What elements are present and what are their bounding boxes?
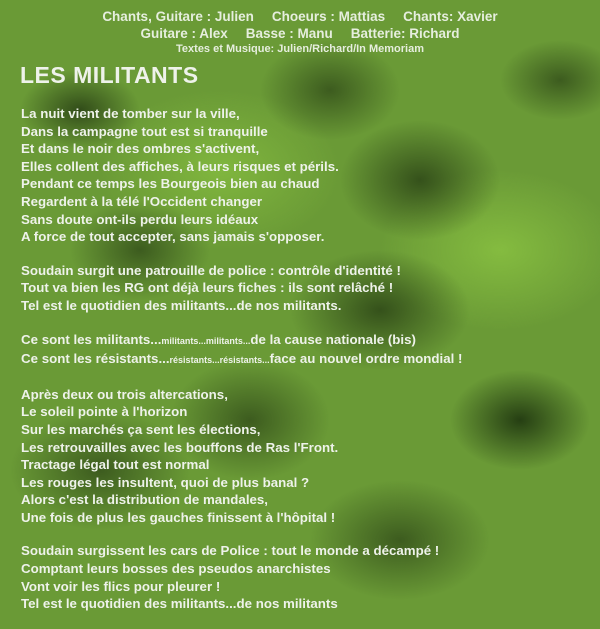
lyric-line: A force de tout accepter, sans jamais s'opposer. (21, 229, 325, 245)
lyric-line: Elles collent des affiches, à leurs risques et périls. (21, 158, 339, 174)
credit: Choeurs : Mattias (271, 9, 386, 24)
lyric-line: Regardent à la télé l'Occident changer (21, 193, 263, 209)
credits-writers: Textes et Musique: Julien/Richard/In Memoriam (176, 43, 424, 55)
refrain-echo: résistants...résistants... (169, 355, 270, 366)
credit: Chants: Xavier (403, 9, 498, 24)
lyric-line: Tout va bien les RG ont déjà leurs fiches : ils sont relâché ! (21, 280, 394, 296)
stanza (21, 386, 462, 527)
refrain-part: Ce sont les militants... (21, 331, 162, 347)
lyric-line: Tractage légal tout est normal (21, 457, 210, 473)
lyric-line: Une fois de plus les gauches finissent à l'hôpital ! (21, 509, 336, 525)
lyric-line (21, 350, 462, 370)
credit: Basse : Manu (245, 26, 333, 41)
credits-line-1 (0, 8, 600, 25)
refrain-part: de la cause nationale (bis) (250, 331, 416, 347)
stanza (21, 542, 462, 612)
stanza (21, 262, 462, 315)
lyric-line: Les retrouvailles avec les bouffons de Ras l'Front. (21, 439, 339, 455)
lyric-line: Vont voir les flics pour pleurer ! (21, 578, 221, 594)
lyric-line: Les rouges les insultent, quoi de plus banal ? (21, 474, 310, 490)
lyric-line: Soudain surgissent les cars de Police : tout le monde a décampé ! (21, 543, 440, 559)
refrain-echo: militants...militants... (161, 335, 251, 346)
refrain (21, 331, 462, 370)
lyric-line: Le soleil pointe à l'horizon (21, 404, 188, 420)
lyric-line: Comptant leurs bosses des pseudos anarchistes (21, 561, 331, 577)
lyric-line: Sur les marchés ça sent les élections, (21, 421, 261, 437)
lyric-line: Pendant ce temps les Bourgeois bien au chaud (21, 176, 320, 192)
song-title: LES MILITANTS (20, 62, 199, 88)
lyric-line: Soudain surgit une patrouille de police : contrôle d'identité ! (21, 262, 401, 278)
credits (0, 8, 600, 57)
lyric-line: Tel est le quotidien des militants...de nos militants. (21, 297, 342, 313)
lyric-line: Alors c'est la distribution de mandales, (21, 492, 268, 508)
credits-line-2 (0, 25, 600, 42)
lyric-line: Dans la campagne tout est si tranquille (21, 123, 268, 139)
lyric-line (21, 331, 462, 351)
refrain-part: Ce sont les résistants... (21, 351, 170, 367)
lyrics (21, 105, 462, 629)
credit: Guitare : Alex (140, 26, 228, 41)
credit: Batterie: Richard (350, 26, 460, 41)
lyric-line: Tel est le quotidien des militants...de nos militants (21, 596, 338, 612)
refrain-part: face au nouvel ordre mondial ! (269, 351, 463, 367)
lyric-line: Et dans le noir des ombres s'activent, (21, 141, 260, 157)
lyric-line: La nuit vient de tomber sur la ville, (21, 106, 240, 121)
lyric-line: Après deux ou trois altercations, (21, 386, 228, 402)
stanza (21, 105, 462, 246)
lyric-line: Sans doute ont-ils perdu leurs idéaux (21, 211, 259, 227)
credit: Chants, Guitare : Julien (102, 9, 254, 24)
